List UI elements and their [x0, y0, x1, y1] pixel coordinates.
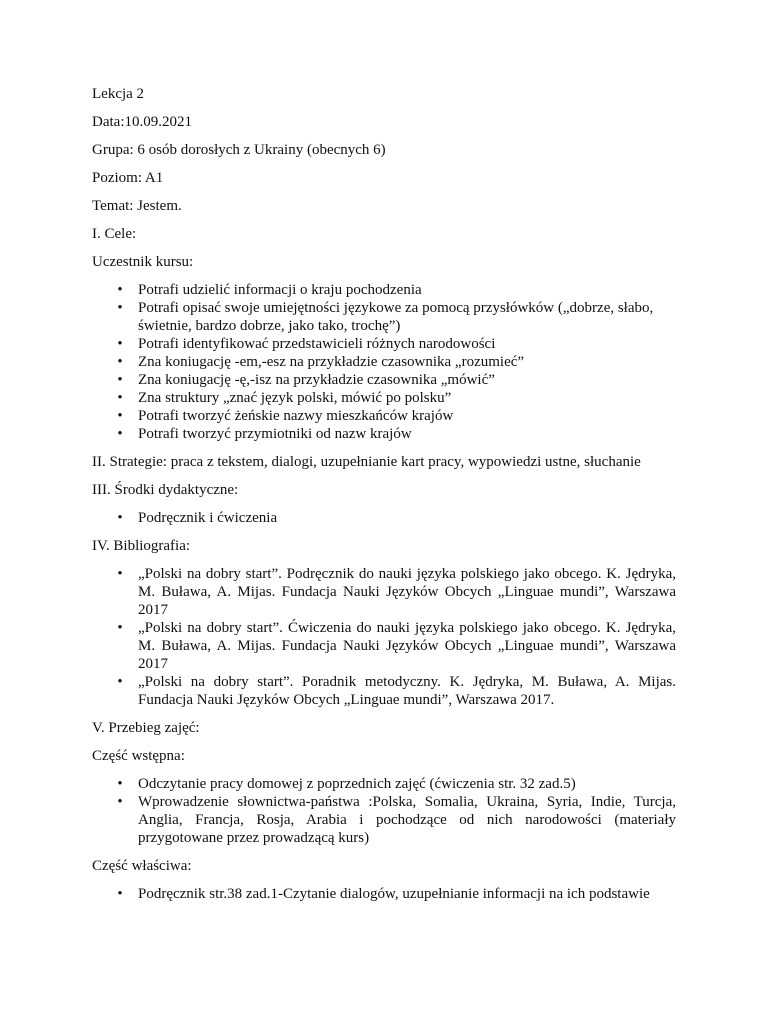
- list-item: [92, 353, 676, 371]
- goal-text: Potrafi tworzyć żeńskie nazwy mieszkańców krajów: [138, 408, 454, 424]
- document-page: [92, 85, 676, 913]
- goal-text: Zna koniugację -ę,-isz na przykładzie czasownika „mówić”: [138, 372, 495, 388]
- bullet-icon: •: [117, 300, 123, 316]
- intro-item-text: Odczytanie pracy domowej z poprzednich zajęć (ćwiczenia str. 32 zad.5): [138, 776, 576, 792]
- bibliography-list: [92, 565, 676, 709]
- bullet-icon: •: [117, 886, 123, 902]
- main-item-text: Podręcznik str.38 zad.1-Czytanie dialogów, uzupełnianie informacji na ich podstawie: [138, 886, 650, 902]
- bullet-icon: •: [117, 390, 123, 406]
- teaching-aids-heading: III. Środki dydaktyczne:: [92, 482, 239, 498]
- bullet-icon: •: [117, 510, 123, 526]
- teaching-aid-text: Podręcznik i ćwiczenia: [138, 510, 278, 526]
- goal-text: Potrafi udzielić informacji o kraju pochodzenia: [138, 282, 422, 298]
- bullet-icon: •: [117, 372, 123, 388]
- bullet-icon: •: [117, 674, 123, 690]
- intro-list: [92, 775, 676, 847]
- intro-item-text: Wprowadzenie słownictwa-państwa :Polska, Somalia, Ukraina, Syria, Indie, Turcja, Anglia, Francja, Rosja, Arabia i pochodzące od nich narodowości (materiały przygotowane przez prowadzącą kurs): [138, 794, 676, 846]
- bibliography-entry: „Polski na dobry start”. Ćwiczenia do nauki języka polskiego jako obcego. K. Jędryka, M. Buława, A. Mijas. Fundacja Nauki Języków Obcych „Linguae mundi”, Warszawa 2017: [138, 620, 676, 672]
- lesson-level: Poziom: A1: [92, 170, 164, 186]
- list-item: [92, 509, 676, 527]
- goal-text: Potrafi tworzyć przymiotniki od nazw krajów: [138, 426, 412, 442]
- list-item: [92, 425, 676, 443]
- intro-heading: Część wstępna:: [92, 748, 185, 764]
- goal-text: Zna koniugację -em,-esz na przykładzie czasownika „rozumieć”: [138, 354, 525, 370]
- bullet-icon: •: [117, 408, 123, 424]
- list-item: [92, 371, 676, 389]
- list-item: [92, 389, 676, 407]
- bullet-icon: •: [117, 776, 123, 792]
- bibliography-entry: „Polski na dobry start”. Poradnik metodyczny. K. Jędryka, M. Buława, A. Mijas. Fundacja Nauki Języków Obcych „Linguae mundi”, Warszawa 2017.: [138, 674, 676, 708]
- bullet-icon: •: [117, 426, 123, 442]
- goal-text: Potrafi identyfikować przedstawicieli różnych narodowości: [138, 336, 496, 352]
- goal-text: Zna struktury „znać język polski, mówić po polsku”: [138, 390, 452, 406]
- goals-heading: I. Cele:: [92, 226, 137, 242]
- bullet-icon: •: [117, 282, 123, 298]
- list-item: [92, 281, 676, 299]
- goal-text: Potrafi opisać swoje umiejętności językowe za pomocą przysłówków („dobrze, słabo, świetnie, bardzo dobrze, jako tako, trochę”): [138, 300, 654, 334]
- bullet-icon: •: [117, 354, 123, 370]
- list-item: [92, 407, 676, 425]
- bullet-icon: •: [117, 620, 123, 636]
- bibliography-heading: IV. Bibliografia:: [92, 538, 191, 554]
- bullet-icon: •: [117, 566, 123, 582]
- list-item: [92, 793, 676, 847]
- main-heading: Część właściwa:: [92, 858, 192, 874]
- list-item: [92, 775, 676, 793]
- course-heading: V. Przebieg zajęć:: [92, 720, 200, 736]
- list-item: [92, 885, 676, 903]
- main-list: [92, 885, 676, 903]
- list-item: [92, 619, 676, 673]
- bullet-icon: •: [117, 336, 123, 352]
- list-item: [92, 565, 676, 619]
- list-item: [92, 335, 676, 353]
- list-item: [92, 299, 676, 335]
- lesson-group: Grupa: 6 osób dorosłych z Ukrainy (obecnych 6): [92, 142, 386, 158]
- list-item: [92, 673, 676, 709]
- strategies-text: II. Strategie: praca z tekstem, dialogi, uzupełnianie kart pracy, wypowiedzi ustne, słuchanie: [92, 454, 641, 470]
- goals-subheading: Uczestnik kursu:: [92, 254, 194, 270]
- bibliography-entry: „Polski na dobry start”. Podręcznik do nauki języka polskiego jako obcego. K. Jędryka, M. Buława, A. Mijas. Fundacja Nauki Języków Obcych „Linguae mundi”, Warszawa 2017: [138, 566, 676, 618]
- teaching-aids-list: [92, 509, 676, 527]
- bullet-icon: •: [117, 794, 123, 810]
- lesson-number: Lekcja 2: [92, 86, 145, 102]
- lesson-topic: Temat: Jestem.: [92, 198, 182, 214]
- goals-list: [92, 281, 676, 443]
- lesson-date: Data:10.09.2021: [92, 114, 192, 130]
